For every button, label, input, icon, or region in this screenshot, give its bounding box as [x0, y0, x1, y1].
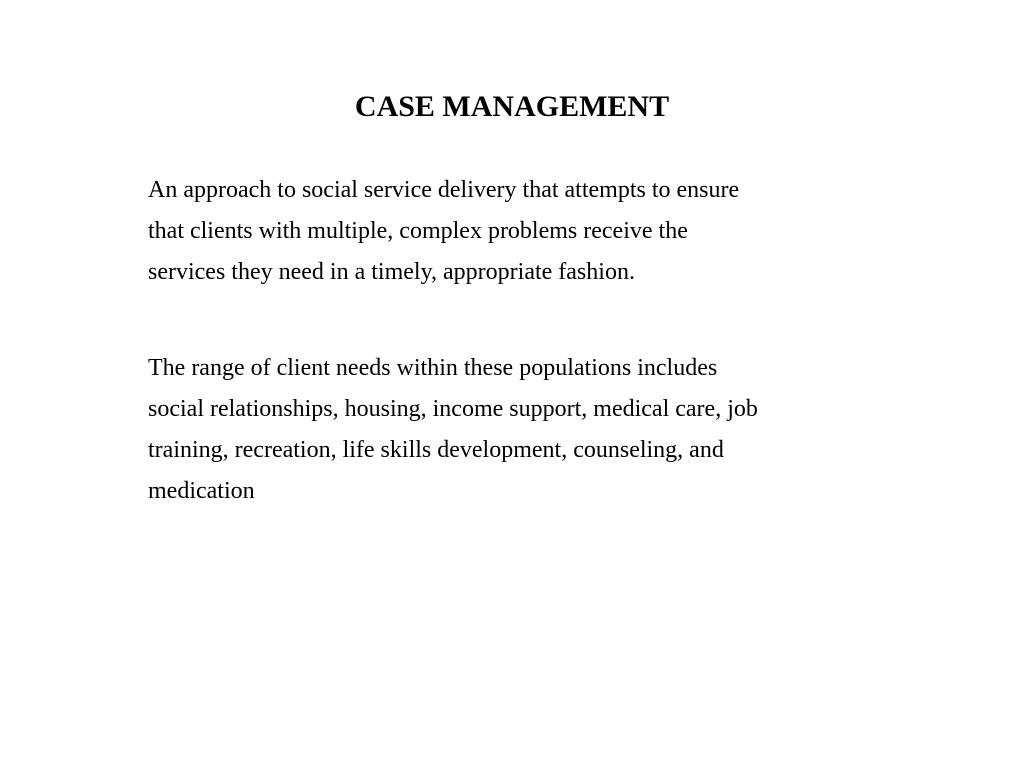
slide-title: CASE MANAGEMENT: [354, 90, 670, 123]
paragraph-line: training, recreation, life skills development, counseling, and: [148, 437, 724, 463]
paragraph-line: that clients with multiple, complex problems receive the: [148, 218, 688, 244]
slide-body: [148, 170, 878, 512]
paragraph-line: The range of client needs within these populations includes: [148, 355, 718, 381]
paragraph-line: medication: [148, 478, 255, 504]
definition-paragraph: [148, 170, 878, 293]
paragraph-line: services they need in a timely, appropriate fashion.: [148, 259, 635, 285]
paragraph-line: An approach to social service delivery that attempts to ensure: [148, 177, 740, 203]
paragraph-line: social relationships, housing, income support, medical care, job: [148, 396, 758, 422]
client-needs-paragraph: [148, 348, 878, 512]
